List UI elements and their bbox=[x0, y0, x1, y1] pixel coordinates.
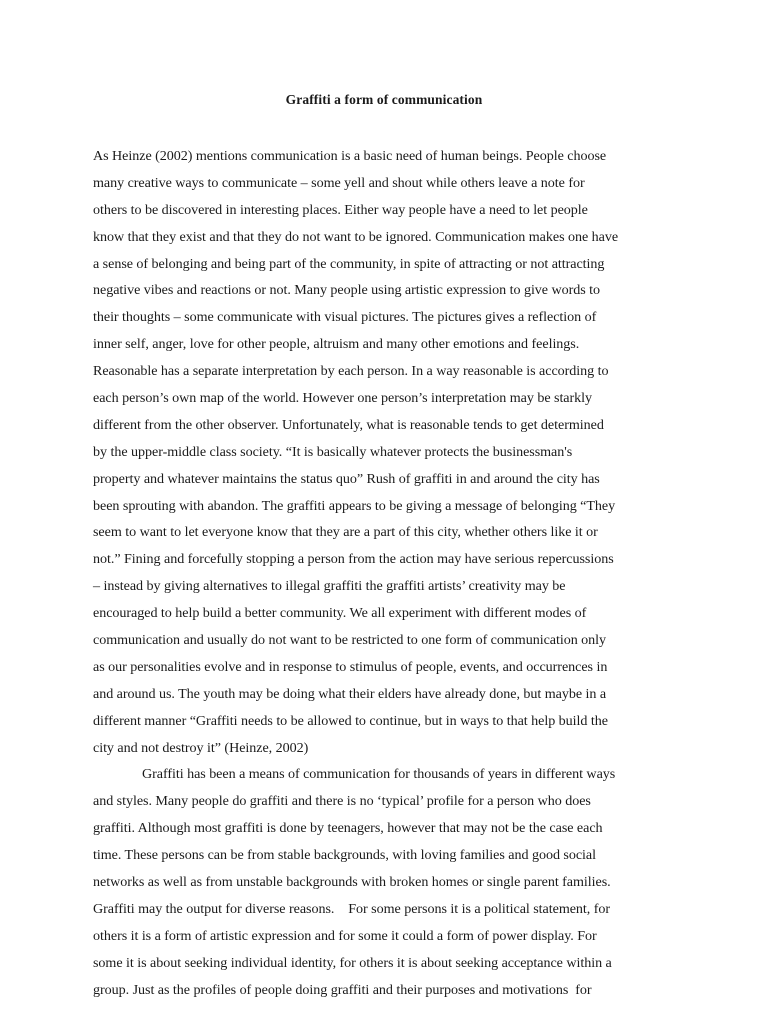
paragraph-line: encouraged to help build a better community. We all experiment with different modes of bbox=[93, 605, 587, 622]
paragraph-line: – instead by giving alternatives to illegal graffiti the graffiti artists’ creativity may be bbox=[93, 578, 566, 595]
paragraph-line: others to be discovered in interesting places. Either way people have a need to let people bbox=[93, 201, 588, 218]
paragraph-line: and around us. The youth may be doing what their elders have already done, but maybe in a bbox=[93, 685, 607, 702]
paragraph-line: As Heinze (2002) mentions communication is a basic need of human beings. People choose bbox=[93, 148, 607, 164]
paragraph-line: inner self, anger, love for other people, altruism and many other emotions and feelings. bbox=[93, 336, 580, 353]
paragraph-line: communication and usually do not want to be restricted to one form of communication only bbox=[93, 632, 607, 649]
paragraph-line: been sprouting with abandon. The graffiti appears to be giving a message of belonging “They bbox=[93, 497, 616, 514]
paragraph-line: seem to want to let everyone know that they are a part of this city, whether others like it or bbox=[93, 524, 598, 541]
paragraph-line: time. These persons can be from stable backgrounds, with loving families and good social bbox=[93, 847, 596, 864]
paragraph-line: and styles. Many people do graffiti and there is no ‘typical’ profile for a person who does bbox=[93, 793, 591, 810]
paragraph-line: negative vibes and reactions or not. Many people using artistic expression to give words to bbox=[93, 282, 601, 299]
paragraph-line: Reasonable has a separate interpretation by each person. In a way reasonable is according to bbox=[93, 363, 609, 380]
paragraph-line: different manner “Graffiti needs to be allowed to continue, but in ways to that help build the bbox=[93, 712, 608, 729]
document-body bbox=[93, 146, 673, 1007]
paragraph-line: a sense of belonging and being part of the community, in spite of attracting or not attracting bbox=[93, 255, 605, 272]
paragraph-line: not.” Fining and forcefully stopping a person from the action may have serious repercussions bbox=[93, 551, 614, 568]
paragraph-line: networks as well as from unstable backgrounds with broken homes or single parent families. bbox=[93, 874, 611, 891]
paragraph-line: others it is a form of artistic expression and for some it could a form of power display. For bbox=[93, 927, 597, 944]
paragraph-line: by the upper-middle class society. “It is basically whatever protects the businessman's bbox=[93, 443, 573, 460]
paragraph-line: group. Just as the profiles of people doing graffiti and their purposes and motivations for bbox=[93, 981, 592, 998]
paragraph-line: property and whatever maintains the status quo” Rush of graffiti in and around the city has bbox=[93, 470, 600, 487]
paragraph-line: some it is about seeking individual identity, for others it is about seeking acceptance within a bbox=[93, 954, 612, 971]
paragraph-line: many creative ways to communicate – some yell and shout while others leave a note for bbox=[93, 174, 585, 191]
paragraph-line: know that they exist and that they do not want to be ignored. Communication makes one have bbox=[93, 228, 619, 245]
paragraph-line: their thoughts – some communicate with visual pictures. The pictures gives a reflection of bbox=[93, 309, 597, 326]
paragraph-line: Graffiti may the output for diverse reasons. For some persons it is a political statement, for bbox=[93, 900, 611, 917]
paragraph-line: Graffiti has been a means of communication for thousands of years in different ways bbox=[142, 766, 616, 783]
document-title: Graffiti a form of communication bbox=[285, 92, 483, 107]
paragraph-line: different from the other observer. Unfortunately, what is reasonable tends to get determined bbox=[93, 416, 604, 433]
paragraph-line: each person’s own map of the world. However one person’s interpretation may be starkly bbox=[93, 390, 593, 407]
paragraph-line: as our personalities evolve and in response to stimulus of people, events, and occurrences in bbox=[93, 658, 608, 675]
paragraph-line: graffiti. Although most graffiti is done by teenagers, however that may not be the case each bbox=[93, 820, 603, 837]
paragraph-line: city and not destroy it” (Heinze, 2002) bbox=[93, 739, 309, 756]
